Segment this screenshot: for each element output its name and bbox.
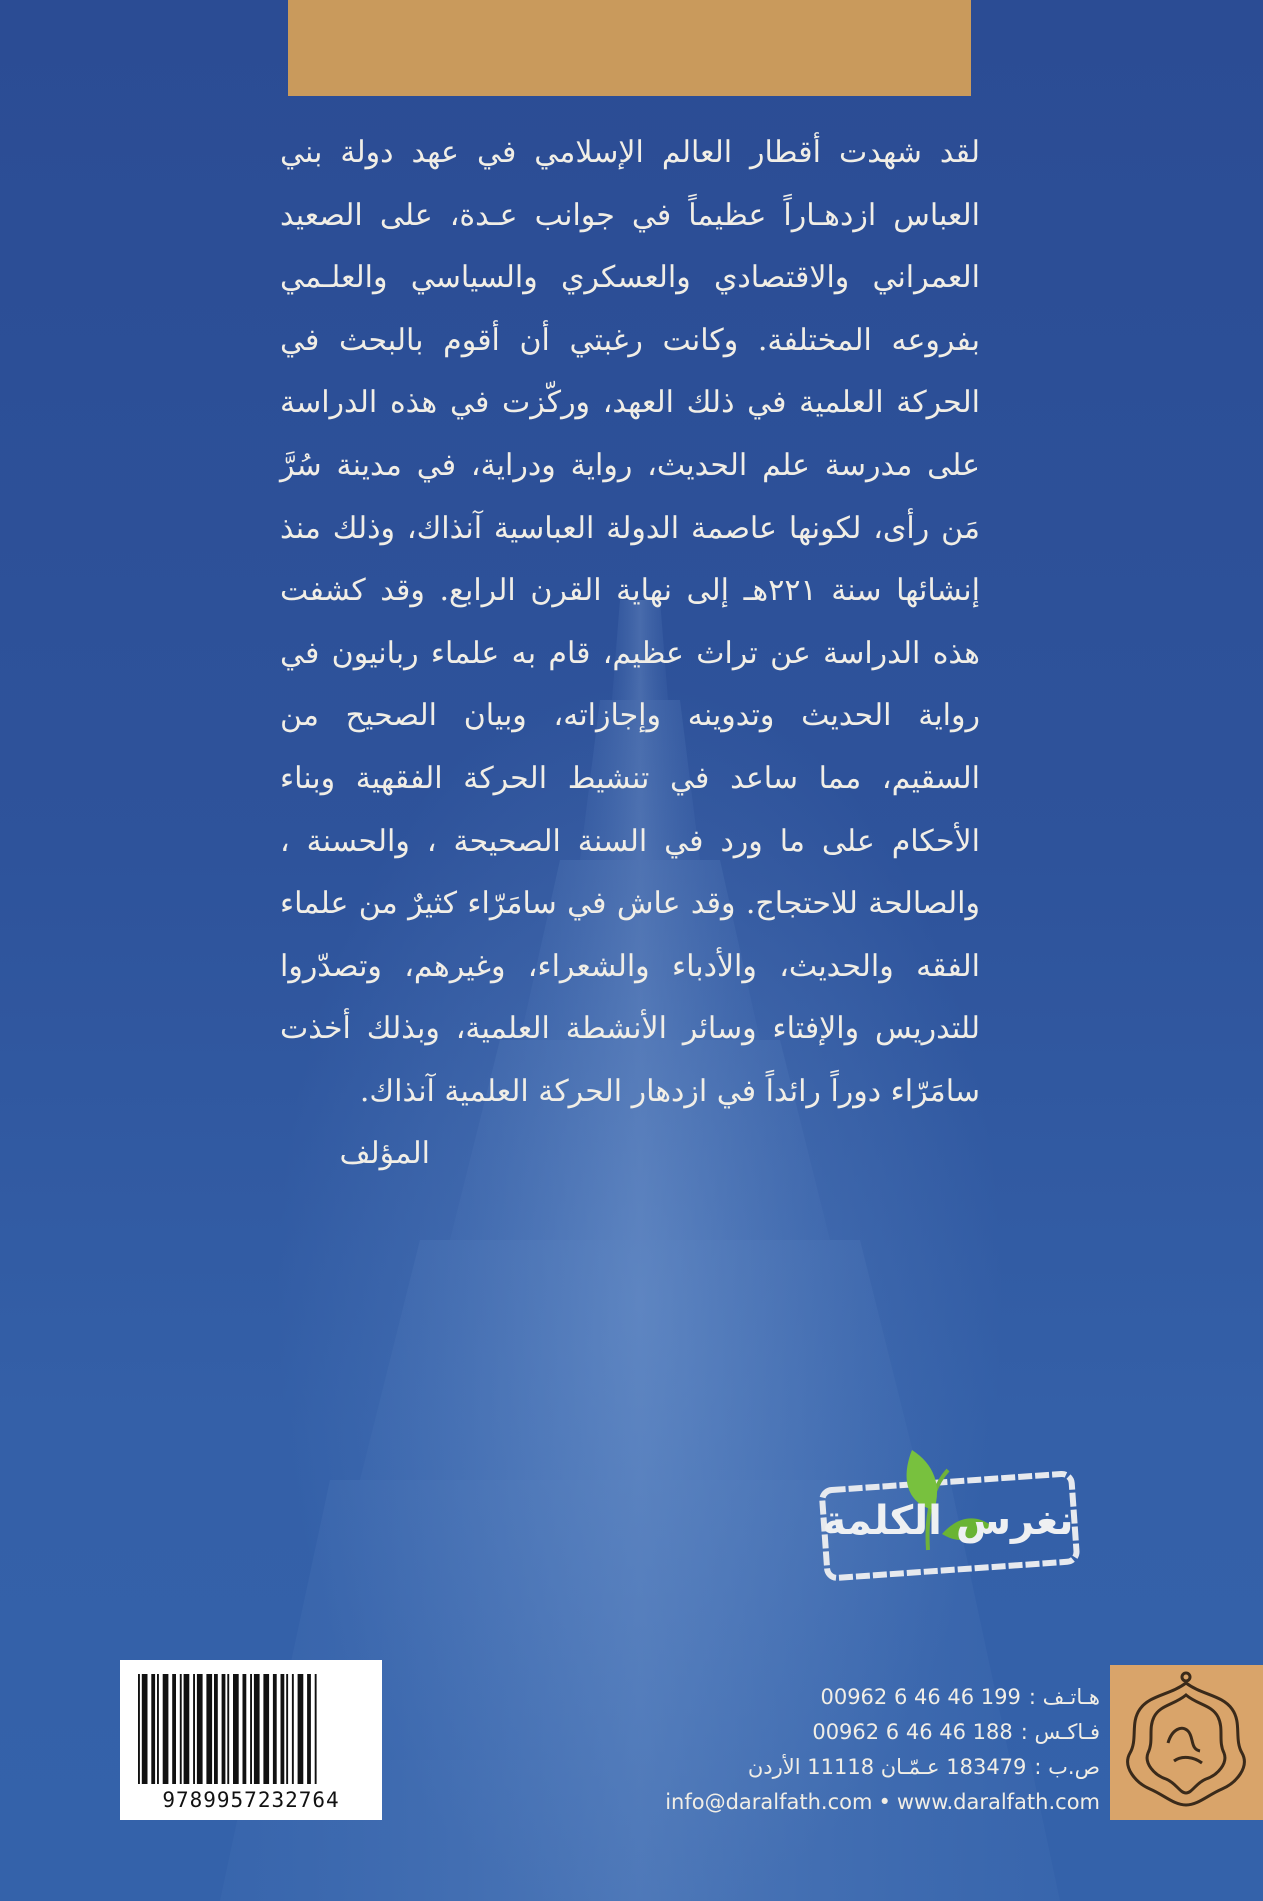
email-address[interactable]: info@daralfath.com <box>665 1790 873 1814</box>
phone-label: هـاتـف : <box>1028 1685 1100 1709</box>
po-box-address: 183479 عـمّـان 11118 الأردن <box>747 1755 1027 1779</box>
top-color-band <box>288 0 971 96</box>
web-row <box>600 1785 1100 1820</box>
author-signature: المؤلف <box>339 1136 430 1171</box>
isbn-barcode <box>120 1660 382 1820</box>
po-box-label: ص.ب : <box>1034 1755 1100 1779</box>
phone-row <box>600 1680 1100 1715</box>
fax-row <box>600 1715 1100 1750</box>
fax-label: فـاكـس : <box>1020 1720 1100 1744</box>
isbn-number: 9789957232764 <box>162 1788 340 1812</box>
fax-number: 00962 6 46 46 188 <box>812 1720 1013 1744</box>
blurb-paragraph: لقد شهدت أقطار العالم الإسلامي في عهد دولة بني العباس ازدهـاراً عظيماً في جوانب عـدة، على الصعيد العمراني والاقتصادي والعسكري والسياسي والعلـمي بفروعه المختلفة. وكانت رغبتي أن أقوم بالبحث في الحركة العلمية في ذلك العهد، وركّزت في هذه الدراسة على مدرسة علم الحديث، رواية ودراية، في مدينة سُرَّ مَن رأى، لكونها عاصمة الدولة العباسية آنذاك، وذلك منذ إنشائها سنة ٢٢١هـ إلى نهاية القرن الرابع. وقد كشفت هذه الدراسة عن تراث عظيم، قام به علماء ربانيون في رواية الحديث وتدوينه وإجازاته، وبيان الصحيح من السقيم، مما ساعد في تنشيط الحركة الفقهية وبناء الأحكام على ما ورد في السنة الصحيحة ، والحسنة ، والصالحة للاحتجاج. وقد عاش في سامَرّاء كثيرٌ من علماء الفقه والحديث، والأدباء والشعراء، وغيرهم، وتصدّروا للتدريس والإفتاء وسائر الأنشطة العلمية، وبذلك أخذت سامَرّاء دوراً رائداً في ازدهار الحركة العلمية آنذاك. <box>280 135 980 1109</box>
back-cover-blurb <box>280 122 980 1124</box>
barcode-bars <box>120 1660 382 1790</box>
stamp-slogan-text: نغرس الكلمة <box>822 1498 1074 1544</box>
phone-number: 00962 6 46 46 199 <box>820 1685 1021 1709</box>
separator-dot: • <box>878 1790 891 1814</box>
publisher-logo-icon <box>1110 1665 1263 1820</box>
website-address[interactable]: www.daralfath.com <box>896 1790 1100 1814</box>
publisher-contact-block <box>600 1680 1100 1820</box>
po-box-row <box>600 1750 1100 1785</box>
